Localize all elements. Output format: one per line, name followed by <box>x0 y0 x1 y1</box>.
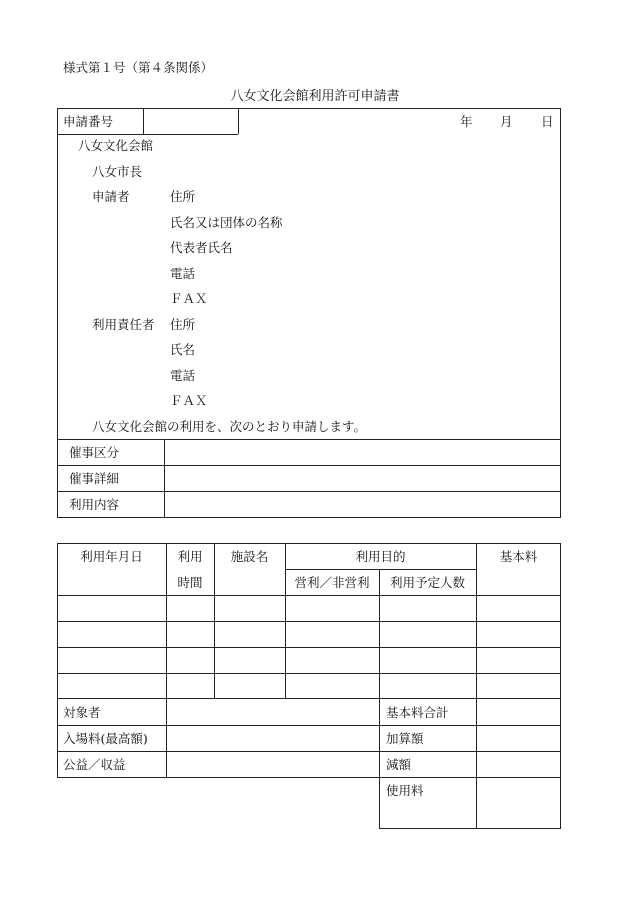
applicant-address-label: 住所 <box>170 189 196 204</box>
usage-fee-label: 使用料 <box>386 783 424 798</box>
admission-fee-field[interactable] <box>167 726 379 751</box>
base-fee-total-field[interactable] <box>477 700 560 725</box>
discount-label: 減額 <box>386 757 412 772</box>
manager-phone-label: 電話 <box>170 368 196 383</box>
discount-field[interactable] <box>477 752 560 777</box>
event-detail-field[interactable] <box>165 466 560 491</box>
application-number-field[interactable] <box>144 109 238 134</box>
col-profit-type: 営利／非営利 <box>294 575 370 590</box>
usage-content-label: 利用内容 <box>69 497 120 512</box>
col-base-fee: 基本料 <box>499 549 538 564</box>
surcharge-label: 加算額 <box>386 731 424 746</box>
date-month-label: 月 <box>500 114 513 129</box>
col-usage-date: 利用年月日 <box>80 549 143 564</box>
application-number-label: 申請番号 <box>63 114 114 129</box>
manager-fax-label: ＦＡＸ <box>170 393 208 408</box>
date-year-label: 年 <box>460 114 473 129</box>
applicant-phone-label: 電話 <box>170 266 196 281</box>
applicant-fax-label: ＦＡＸ <box>170 291 208 306</box>
public-profit-label: 公益／収益 <box>63 757 126 772</box>
applicant-label: 申請者 <box>92 189 130 204</box>
event-category-label: 催事区分 <box>69 445 120 460</box>
target-audience-label: 対象者 <box>63 705 101 720</box>
date-day-label: 日 <box>541 114 554 129</box>
document-title: 八女文化会館利用許可申請書 <box>230 89 400 104</box>
table-row[interactable] <box>58 622 560 647</box>
addressee-hall: 八女文化会館 <box>78 138 154 153</box>
public-profit-field[interactable] <box>167 752 379 777</box>
manager-label: 利用責任者 <box>92 317 155 332</box>
applicant-name-label: 氏名又は団体の名称 <box>170 215 283 230</box>
event-detail-label: 催事詳細 <box>69 471 120 486</box>
col-usage-purpose: 利用目的 <box>355 549 406 564</box>
addressee-mayor: 八女市長 <box>92 164 143 179</box>
admission-fee-label: 入場料(最高額) <box>63 731 148 746</box>
table-row[interactable] <box>58 596 560 621</box>
col-usage-time-1: 利用 <box>177 549 203 564</box>
table-row[interactable] <box>58 648 560 673</box>
application-statement: 八女文化会館の利用を、次のとおり申請します。 <box>92 419 367 434</box>
usage-content-field[interactable] <box>165 492 560 517</box>
manager-name-label: 氏名 <box>170 342 196 357</box>
col-expected-people: 利用予定人数 <box>389 575 465 590</box>
usage-fee-field[interactable] <box>477 778 560 828</box>
col-usage-time-2: 時間 <box>177 575 203 590</box>
col-facility-name: 施設名 <box>230 549 269 564</box>
surcharge-field[interactable] <box>477 726 560 751</box>
form-number-label: 様式第１号（第４条関係） <box>63 60 214 75</box>
manager-address-label: 住所 <box>170 317 196 332</box>
target-audience-field[interactable] <box>167 700 379 725</box>
base-fee-total-label: 基本料合計 <box>386 705 449 720</box>
table-row[interactable] <box>58 674 560 699</box>
event-category-field[interactable] <box>165 440 560 465</box>
applicant-representative-label: 代表者氏名 <box>170 240 233 255</box>
